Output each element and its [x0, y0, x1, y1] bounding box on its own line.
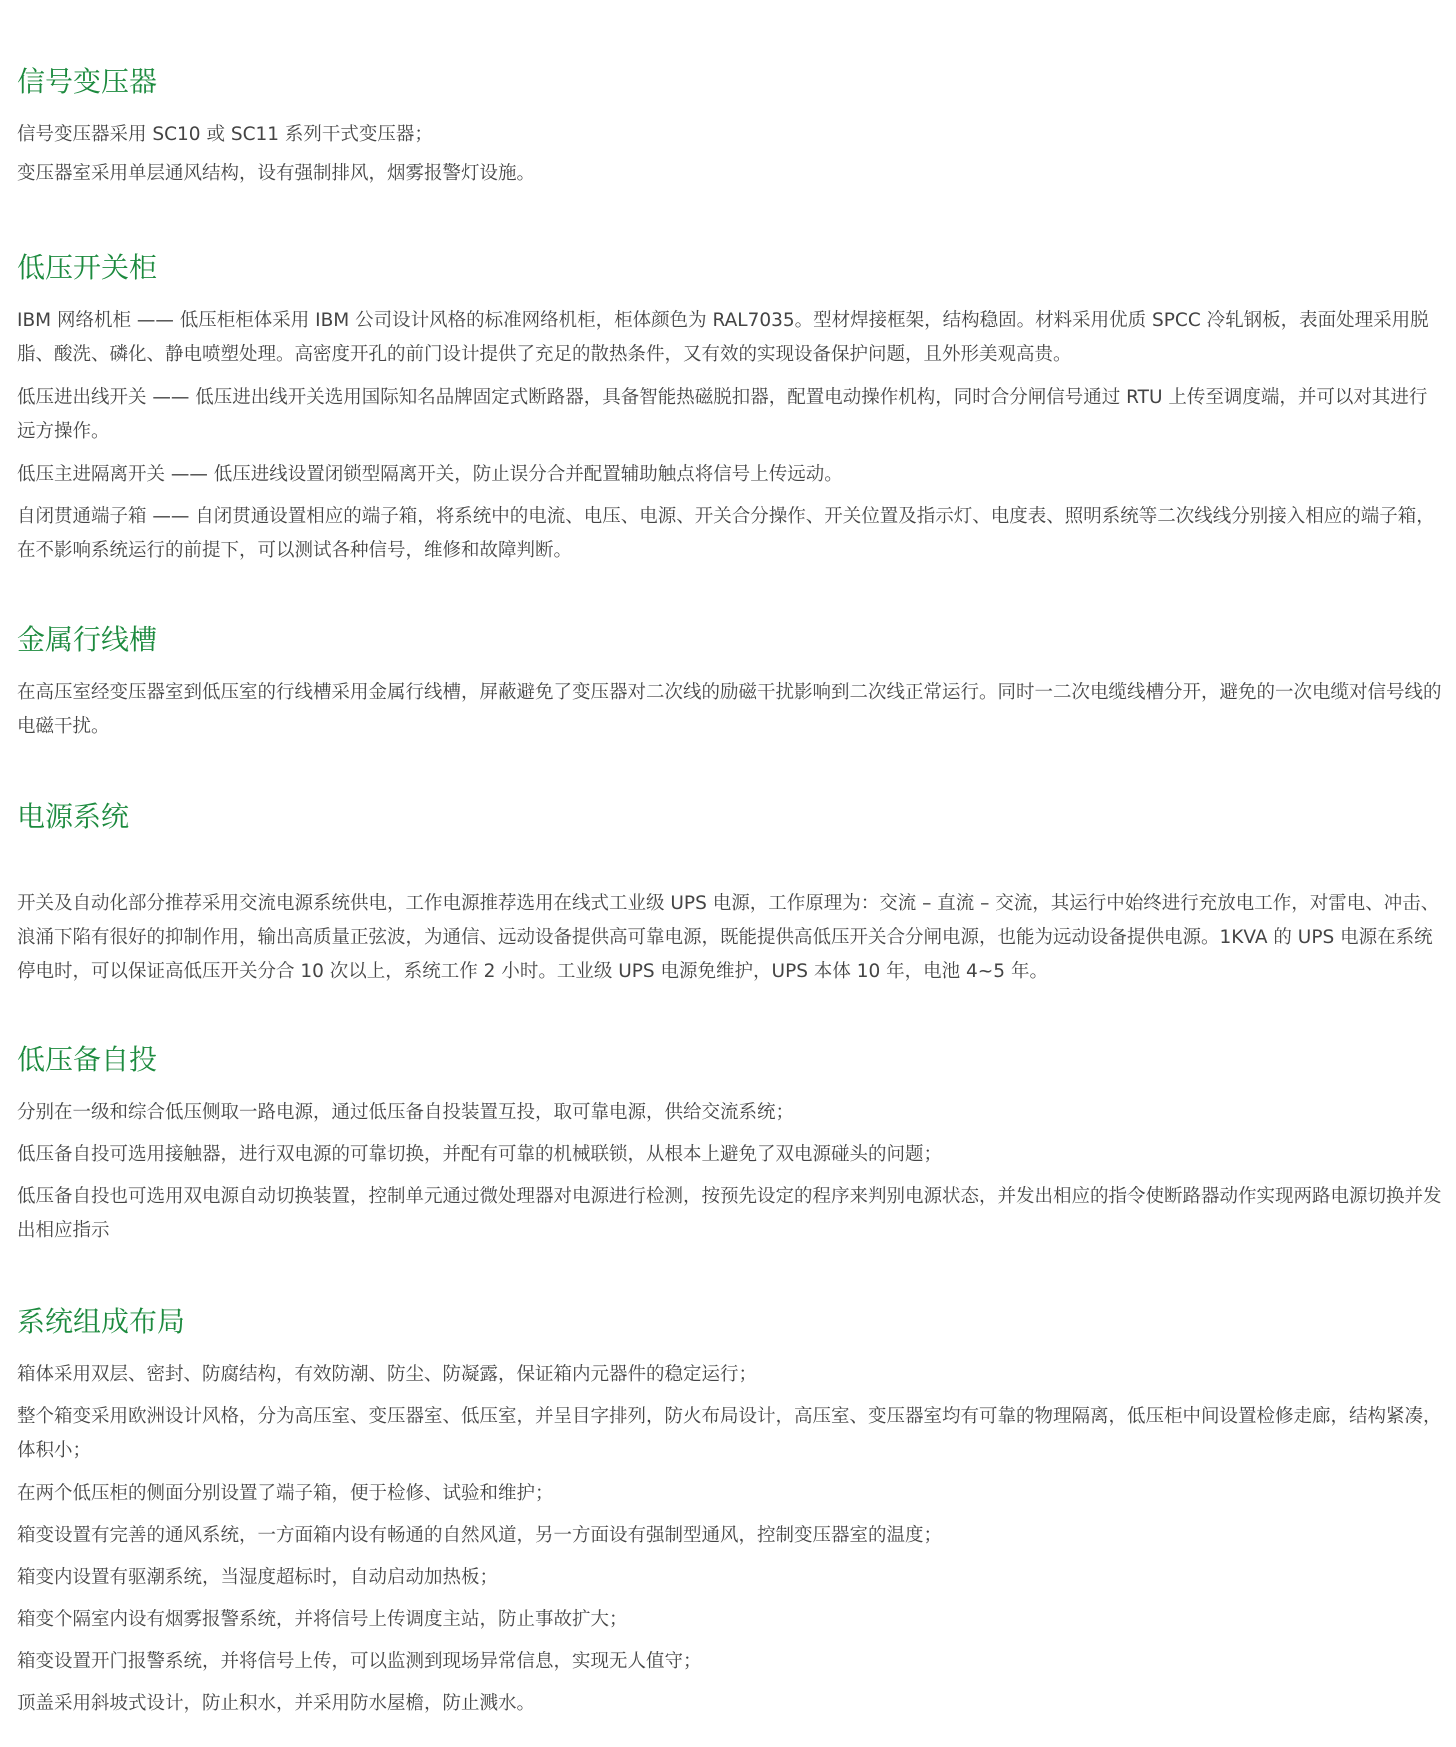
section-title-power-system: 电源系统 [17, 800, 130, 833]
paragraph: 开关及自动化部分推荐采用交流电源系统供电，工作电源推荐选用在线式工业级 UPS 电源，工作原理为：交流 – 直流 – 交流，其运行中始终进行充放电工作，对雷电、冲击、浪涌下陷有很好的抑制作用，输出高质量正弦波，为通信、远动设备提供高可靠电源，既能提供高低压开关合分闸电源，也能为远动设备提供电源。1KVA 的 UPS 电源在系统停电时，可以保证高低压开关分合 10 次以上，系统工作 2 小时。工业级 UPS 电源免维护，UPS 本体 10 年，电池 4~5 年。 [17, 893, 1440, 982]
paragraph: 箱变个隔室内设有烟雾报警系统，并将信号上传调度主站，防止事故扩大； [17, 1609, 628, 1630]
paragraph: 顶盖采用斜坡式设计，防止积水，并采用防水屋檐，防止溅水。 [17, 1693, 536, 1714]
paragraph: 变压器室采用单层通风结构，设有强制排风，烟雾报警灯设施。 [17, 163, 536, 184]
paragraph: 在高压室经变压器室到低压室的行线槽采用金属行线槽，屏蔽避免了变压器对二次线的励磁干扰影响到二次线正常运行。同时一二次电缆线槽分开，避免的一次电缆对信号线的电磁干扰。 [17, 682, 1442, 737]
paragraph: IBM 网络机柜 —— 低压柜柜体采用 IBM 公司设计风格的标准网络机柜，柜体颜色为 RAL7035。型材焊接框架，结构稳固。材料采用优质 SPCC 冷轧钢板，表面处理采用脱脂、酸洗、磷化、静电喷塑处理。高密度开孔的前门设计提供了充足的散热条件，又有效的实现设备保护问题，且外形美观高贵。 [17, 310, 1429, 365]
paragraph: 箱变设置开门报警系统，并将信号上传，可以监测到现场异常信息，实现无人值守； [17, 1651, 702, 1672]
section-title-low-voltage-switchgear: 低压开关柜 [17, 251, 158, 284]
paragraph: 低压备自投也可选用双电源自动切换装置，控制单元通过微处理器对电源进行检测，按预先设定的程序来判别电源状态，并发出相应的指令使断路器动作实现两路电源切换并发出相应指示 [17, 1186, 1442, 1241]
section-title-metal-trunking: 金属行线槽 [17, 623, 158, 656]
paragraph: 箱体采用双层、密封、防腐结构，有效防潮、防尘、防凝露，保证箱内元器件的稳定运行； [17, 1364, 758, 1385]
paragraph: 低压备自投可选用接触器，进行双电源的可靠切换，并配有可靠的机械联锁，从根本上避免了双电源碰头的问题； [17, 1144, 943, 1165]
section-title-system-layout: 系统组成布局 [17, 1305, 186, 1338]
paragraph: 分别在一级和综合低压侧取一路电源，通过低压备自投装置互投，取可靠电源，供给交流系统； [17, 1102, 795, 1123]
paragraph: 低压进出线开关 —— 低压进出线开关选用国际知名品牌固定式断路器，具备智能热磁脱扣器，配置电动操作机构，同时合分闸信号通过 RTU 上传至调度端，并可以对其进行远方操作。 [17, 387, 1428, 442]
paragraph: 箱变设置有完善的通风系统，一方面箱内设有畅通的自然风道，另一方面设有强制型通风，控制变压器室的温度； [17, 1525, 943, 1546]
paragraph: 低压主进隔离开关 —— 低压进线设置闭锁型隔离开关，防止误分合并配置辅助触点将信号上传远动。 [17, 464, 843, 485]
paragraph: 信号变压器采用 SC10 或 SC11 系列干式变压器； [17, 124, 433, 145]
paragraph: 自闭贯通端子箱 —— 自闭贯通设置相应的端子箱，将系统中的电流、电压、电源、开关合分操作、开关位置及指示灯、电度表、照明系统等二次线线分别接入相应的端子箱，在不影响系统运行的前提下，可以测试各种信号，维修和故障判断。 [17, 506, 1435, 561]
paragraph: 箱变内设置有驱潮系统，当湿度超标时，自动启动加热板； [17, 1567, 499, 1588]
paragraph: 在两个低压柜的侧面分别设置了端子箱，便于检修、试验和维护； [17, 1483, 554, 1504]
paragraph: 整个箱变采用欧洲设计风格，分为高压室、变压器室、低压室，并呈目字排列，防火布局设计，高压室、变压器室均有可靠的物理隔离，低压柜中间设置检修走廊，结构紧凑，体积小； [17, 1406, 1442, 1461]
section-title-low-voltage-auto-transfer: 低压备自投 [17, 1043, 158, 1076]
section-title-signal-transformer: 信号变压器 [17, 65, 158, 98]
